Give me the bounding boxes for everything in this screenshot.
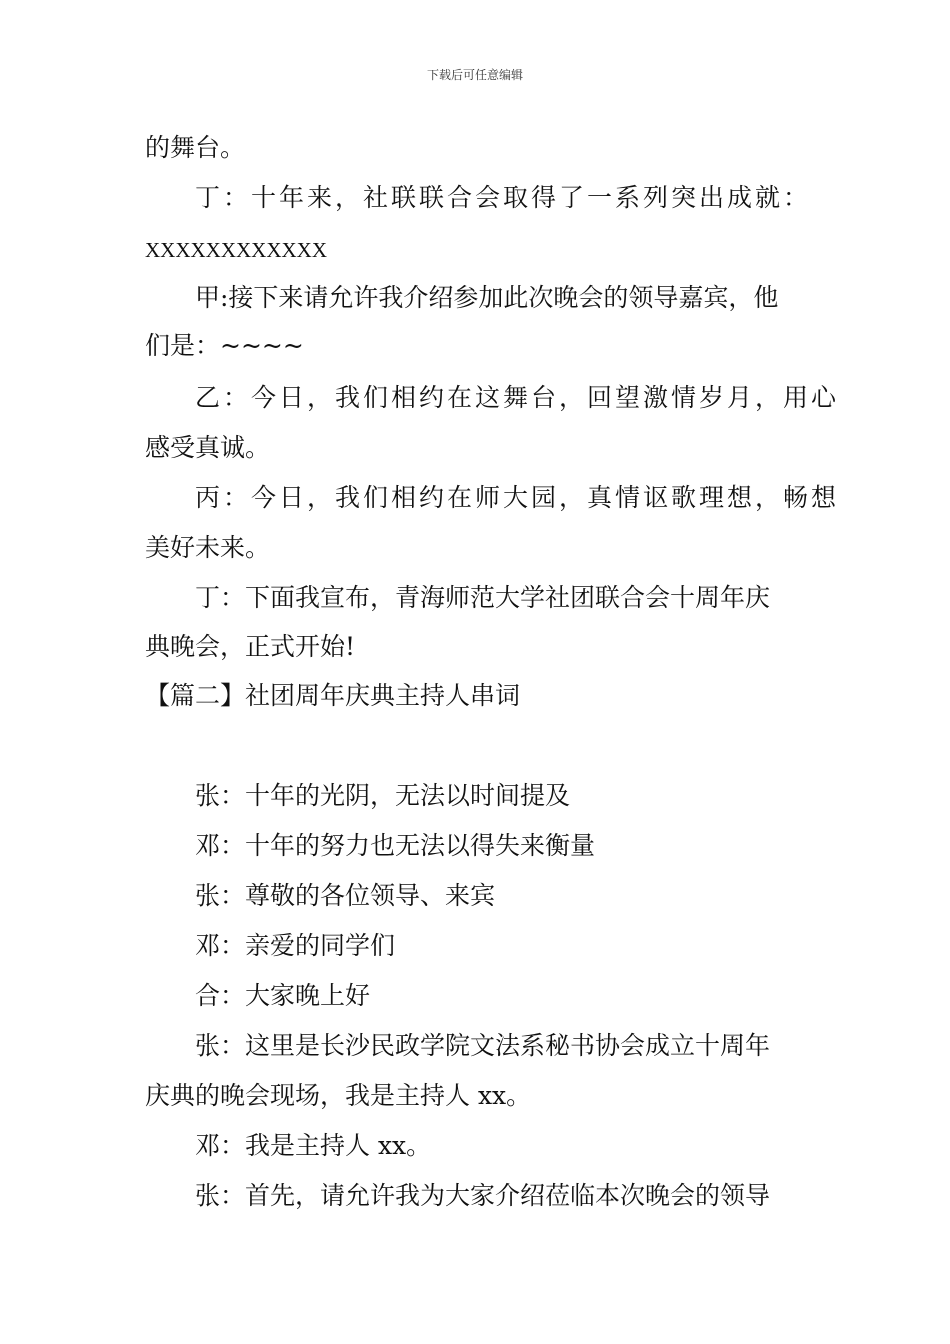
text-line: 的舞台。 bbox=[145, 133, 246, 162]
text-line: 张：十年的光阴，无法以时间提及 bbox=[195, 781, 571, 810]
text-line: 丙：今日，我们相约在师大园，真情讴歌理想，畅想 bbox=[195, 483, 840, 512]
text-line: 张：首先，请允许我为大家介绍莅临本次晚会的领导 bbox=[195, 1181, 771, 1210]
text-line: XXXXXXXXXXXX bbox=[145, 238, 327, 262]
text-line: 美好未来。 bbox=[145, 533, 271, 562]
text-line: 丁：下面我宣布，青海师范大学社团联合会十周年庆 bbox=[195, 583, 771, 612]
text-line: 丁：十年来，社联联合会取得了一系列突出成就： bbox=[195, 183, 812, 212]
text-line: 邓：我是主持人 xx。 bbox=[195, 1131, 432, 1160]
section-heading: 【篇二】社团周年庆典主持人串词 bbox=[145, 681, 521, 710]
text-line: 张：尊敬的各位领导、来宾 bbox=[195, 881, 496, 910]
text-line: 甲:接下来请允许我介绍参加此次晚会的领导嘉宾，他 bbox=[195, 283, 779, 312]
text-line: 们是：~~~~ bbox=[145, 331, 304, 360]
text-line: 邓：十年的努力也无法以得失来衡量 bbox=[195, 831, 596, 860]
text-line: 典晚会，正式开始! bbox=[145, 632, 356, 661]
text-line: 合：大家晚上好 bbox=[195, 981, 371, 1010]
text-line: 庆典的晚会现场，我是主持人 xx。 bbox=[145, 1081, 532, 1110]
text-line: 感受真诚。 bbox=[145, 433, 271, 462]
text-line: 邓：亲爱的同学们 bbox=[195, 931, 396, 960]
text-line: 乙：今日，我们相约在这舞台，回望激情岁月，用心 bbox=[195, 383, 840, 412]
page-header: 下载后可任意编辑 bbox=[426, 68, 523, 82]
text-line: 张：这里是长沙民政学院文法系秘书协会成立十周年 bbox=[195, 1031, 771, 1060]
